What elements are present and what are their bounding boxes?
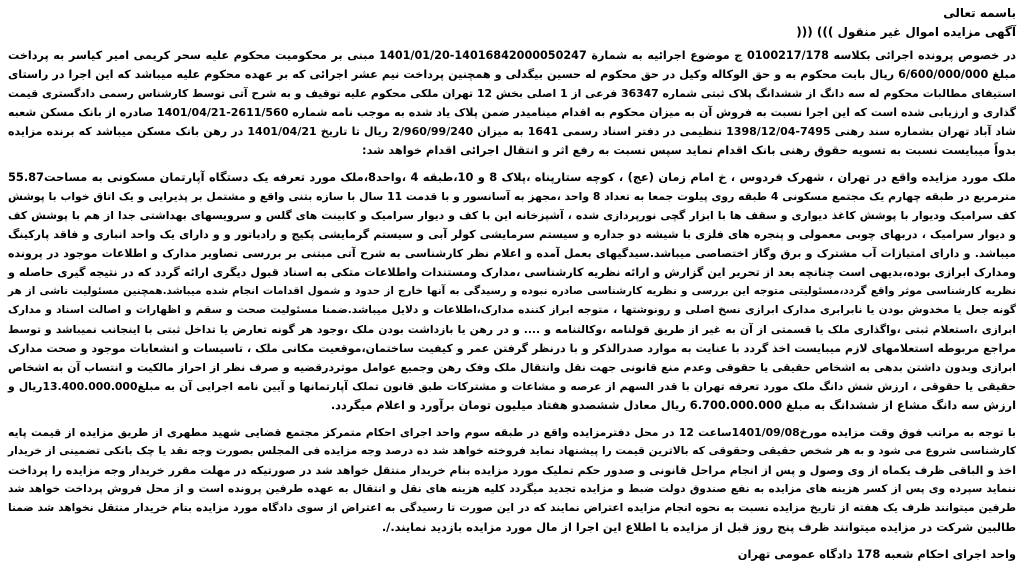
paragraph-line: بدواً میبایست نسبت به تسویه حقوق رهنی بانک اقدام نماید سپس نسبت به رفع اثر و انتقال اجرائی اقدام خواهد شد:	[362, 143, 1016, 157]
paragraph-line: ننماید سپرده وی پس از کسر هزینه های مزایده به نفع صندوق دولت ضبط و مزایده تجدید میگردد کلیه هزینه های نقل و انتقال به عهده طرفین پرونده است و از محل فروش پرداخت خواهد شد	[8, 483, 1016, 495]
paragraph-line: ابرازی وبدون داشتن بدهی به اشخاص حقیقی یا حقوقی وعدم منع قانونی جهت نقل وانتقال ملک وفک رهن وجمیع عوامل موثردرقضیه و صرف نظر از احراز مالکیت و انتساب آن به اشخاص	[8, 361, 1016, 374]
paragraph-line: میباشد. و دارای امتیازات آب مشترک و برق وگاز اختصاصی میباشد.سیدگیهای بعمل آمده و اعلام نظر کارشناسی به شرح آتی مبتنی بر بررسی تصاویر مدارک و اطلاعات موجود در پرونده	[8, 247, 1016, 260]
paragraph-line: حقیقی یا حقوقی ، ارزش شش دانگ ملک مورد تعرفه تهران با قدر السهم از عرصه و مشاعات و مشترکات طبق قانون تملک آپارتمانها و آیین نامه اجرایی آن به مبلغ13.400.000.000ریال و	[8, 380, 1016, 393]
paragraph-line: با توجه به مراتب فوق وقت مزایده مورخ1401/09/08ساعت 12 در محل دفترمزایده واقع در طبقه سوم واحد اجرای احکام متمرکز مجتمع قضایی شهید مطهری از طریق مزایده از قیمت پایه	[8, 426, 1016, 439]
paragraph-line: در خصوص پرونده اجرائی بکلاسه 0100217/178 ج موضوع اجرائیه به شمارة 14016842000050247-1401/01/20 مبنی بر محکومیت محکوم علیه سحر کریمی امیر کیاسر به پرداخت	[8, 49, 1016, 62]
paragraph-line: مترمربع در طبقه چهارم یک مجتمع مسکونی 4 طبقه روی پیلوت جمعا به تعداد 8 واحد ،مجهز به آسانسور و با قدمت 11 سال با سازه بتنی واقع و مشتمل بر پذیرایی و یک اتاق خواب با پوشش	[8, 190, 1017, 203]
signature-line: واحد اجرای احکام شعبه 178 دادگاه عمومی تهران	[737, 547, 1016, 561]
paragraph-line: مبلغ 6/600/000/000 ریال بابت محکوم به و حق الوکاله وکیل در حق محکوم له حسین بیگدلی و همچنین پرداخت نیم عشر اجرائی که بر عهده محکوم علیه میباشد که این اجرا در راستای	[8, 68, 1016, 81]
paragraph-line: ارزش سه دانگ مشاع از ششدانگ به مبلغ 6.700.000.000 ریال معادل ششصدو هفتاد میلیون تومان برآورد و اعلام میگردد.	[330, 398, 1016, 412]
paragraph-line: کف سرامیک ودیوار با پوشش کاغذ دیواری و سقف ها با ابزار گچی نورپردازی شده ، آشپزخانه این با کف و دیوار سرامیک و کابینت های گلس و سرویسهای بهداشتی جدا از هم با پوشش کف	[8, 209, 1016, 222]
paragraph-line: و دیوار سرامیک ، دربهای چوبی معمولی و پنجره های فلزی با شیشه دو جداره و سیستم سرمایشی کولر آبی و سیستم گرمایشی پکیج و رادیاتور و و دارای یک واحد انباری و فاقد پارکینگ	[8, 228, 1016, 241]
paragraph-line: گونه جعل یا مخدوش بودن یا نابرابری مدارک ابرازی نسخ اصلی و رونوشتها ، متوجه ابراز کننده مدارک،اطلاعات و دلایل میباشد.ضمنا مسئولیت صحت و سقم و اظهارات و اصالت اسناد و مدارک	[8, 304, 1016, 316]
property-description-paragraph	[8, 168, 1016, 415]
invocation-text: باسمه تعالی	[943, 6, 1016, 20]
paragraph-line: گذاری و ارزیابی شده است که این اجرا نسبت به فروش آن به میزان محکوم به اقدام مینامیدر ضمن پلاک یاد شده به موجب نامه شماره 2611/560-1401/04/21 صادره از بانک مسکن شعبه	[8, 106, 1016, 119]
paragraph-line: ومدارک ابرازی بوده،بدیهی است چنانچه بعد از تحریر این گزارش و ارائه نظریه کارشناسی ،مدارک ومستندات واطلاعات متکی به اسناد قبول دیگری ارائه گردد که در نتیجه گیری حاصله و	[8, 266, 1016, 279]
auction-terms-paragraph	[8, 423, 1016, 537]
paragraph-line: اخذ و الباقی ظرف یکماه از وی وصول و پس از انجام مراحل قانونی و صدور حکم تملیک مورد مزایده بنام خریدار منتقل خواهد شد در صورتیکه در مهلت مقرر خریدار وجه مزایده را پرداخت	[8, 464, 1016, 477]
notice-heading	[8, 4, 1016, 42]
paragraph-line: طرفین میتوانند ظرف یک هفته از تاریخ مزایده نسبت به نحوه انجام مزایده اعتراض نمایند که در این صورت تا رسیدگی به اعتراض از سوی دادگاه مورد مزایده بنام خریدار منتقل نخواهد شد ضمنا	[8, 502, 1016, 514]
paragraph-line: نظریه کارشناسی موثر واقع گردد،مسئولیتی متوجه این بررسی و نظریه کارشناسی صادره نبوده و رسیدگی به آنها خارج از حدود و شمول اقدامات انجام شده میباشد.همچنین مسئولیت ناشی از هر	[8, 285, 1016, 297]
paragraph-line: مراجع مربوطه استعلامهای لازم میبایست اخذ گردد با عنایت به موارد صدرالذکر و با درنظر گرفتن عمر و کیفیت ساختمان،موقعیت مکانی ملک ، تاسیسات و انشعابات موجود و صحت مدارک	[8, 342, 1016, 355]
paragraph-line: ابرازی ،استعلام ثبتی ،واگذاری ملک یا قسمتی از آن به غیر از طریق قولنامه ،وکالتنامه و .... و در رهن یا بازداشت بودن ملک ،وجود هر گونه تعارض یا تداخل ثبتی با اینجانب نمیباشد و توسط	[8, 323, 1016, 336]
paragraph-line: کارشناسی شروع می شود و به هر شخص حقیقی وحقوقی که بالاترین قیمت را پیشنهاد نماید فروخته خواهد شد ده درصد وجه مزایده فی المجلس بصورت وجه نقد یا چک بانکی تضمینی از خریدار	[8, 445, 1016, 457]
paragraph-line: شاد آباد تهران بشماره سند رهنی 7495-1398/12/04 تنظیمی در دفتر اسناد رسمی 1641 به میزان 2/960/99/240 ریال تا تاریخ 1401/04/21 در رهن بانک مسکن میباشد که برنده مزایده	[8, 125, 1016, 138]
paragraph-line: استیفای مطالبات محکوم له سه دانگ از ششدانگ پلاک ثبتی شماره 36347 فرعی از 1 اصلی بخش 12 تهران ملکی محکوم علیه توقیف و به شرح آتی توسط کارشناس رسمی دادگستری قیمت	[8, 87, 1017, 100]
paragraph-line: طالبین شرکت در مزایده میتوانند ظرف پنج روز قبل از مزایده با اطلاع این اجرا از مال مورد مزایده بازدید نمایند./.	[381, 520, 1016, 534]
notice-title: آگهی مزایده اموال غیر منقول ))) (((	[796, 25, 1016, 39]
paragraph-line: ملک مورد مزایده واقع در تهران ، شهرک فردوس ، خ امام زمان (عج) ، کوچه ستارپناه ،پلاک 8 و 10،طبقه 4 ،واحد8،ملک مورد تعرفه یک دستگاه آپارتمان مسکونی به مساحت55.87	[8, 170, 1016, 184]
case-summary-paragraph	[8, 46, 1016, 160]
